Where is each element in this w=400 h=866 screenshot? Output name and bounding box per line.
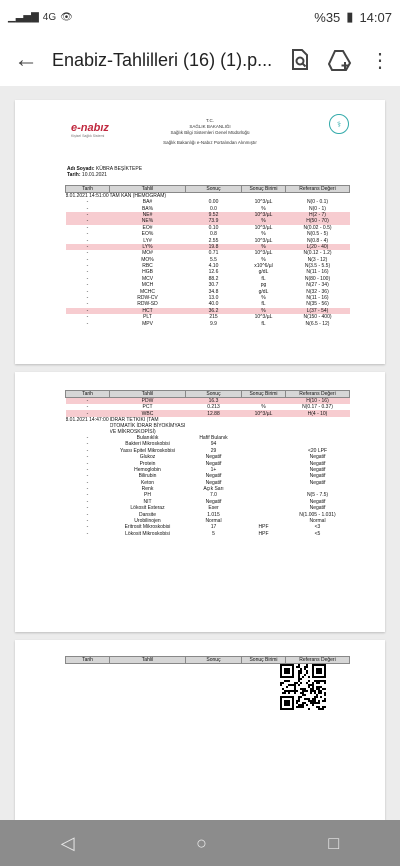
cell-test: EO% [141, 231, 154, 238]
cell-reference: N(11 - 16) [306, 295, 329, 302]
signal-label: 4G [42, 11, 57, 23]
col-test: Tahlil [110, 391, 186, 398]
cell-result: 17 [210, 524, 217, 531]
cell-unit: % [261, 256, 266, 263]
cell-unit: g/dL [258, 288, 269, 295]
table-header-row [66, 657, 350, 664]
ministry-seal-icon: ⚕ [329, 114, 349, 134]
cell-date: - [86, 518, 89, 525]
cell-test: RDW-SD [137, 301, 158, 308]
cell-result: Negatif [205, 473, 222, 480]
cell-reference: N(0.8 - 4) [306, 237, 329, 244]
cell-result: 12.88 [186, 410, 242, 416]
cell-date: - [66, 218, 110, 224]
cell-date: - [66, 212, 110, 218]
cell-unit: fL [261, 301, 266, 308]
cell-reference: Negatif [309, 454, 326, 461]
cell-date: - [86, 498, 89, 505]
cell-reference: N(3.5 - 5.5) [304, 263, 331, 270]
enabiz-logo [71, 122, 109, 138]
col-date: Tarih [66, 391, 110, 398]
cell-test: Lökosit Esteraz [130, 505, 165, 512]
ministry-line-1: T.C. [205, 118, 214, 123]
cell-test: Ürobilinojen [134, 518, 161, 525]
cell-result: Eser [208, 505, 219, 512]
battery-icon: ▮ [346, 9, 354, 24]
cell-reference: N(0 - 1) [309, 205, 326, 212]
cell-reference: H(50 - 70) [286, 218, 350, 224]
cell-reference: Negatif [309, 479, 326, 486]
battery-level: %35 [314, 9, 341, 25]
col-unit: Sonuç Birimi [242, 657, 286, 664]
cell-date: - [86, 256, 89, 263]
cell-date: - [86, 447, 89, 454]
cell-result: 16.3 [186, 398, 242, 405]
table-row [66, 531, 350, 537]
ministry-line-3: Sağlık Bilgi Sistemleri Genel Müdürlüğü [170, 130, 250, 135]
status-left [8, 12, 73, 23]
logo-subtext: Kişisel Sağlık Sistemi [71, 134, 105, 138]
cell-result: 29 [210, 447, 217, 454]
patient-info [67, 166, 142, 178]
cell-date: - [66, 308, 110, 314]
cell-date: - [86, 505, 89, 512]
cell-date: - [86, 320, 89, 327]
back-arrow-icon[interactable]: ← [14, 46, 38, 73]
cell-test: MCV [141, 275, 154, 282]
cell-test: WBC [110, 410, 186, 416]
pdf-page-1 [15, 100, 385, 364]
cell-unit: % [242, 308, 286, 314]
nav-back-icon[interactable]: ◁ [60, 832, 75, 853]
cell-reference: N(150 - 400) [303, 314, 332, 321]
patient-name: KÜBRA BEŞİKTEPE [95, 166, 143, 172]
status-bar [0, 0, 400, 34]
cell-result: 5 [212, 530, 215, 537]
cell-test: Bakteri Mikroskobisi [125, 441, 170, 448]
cell-unit: fL [261, 320, 266, 327]
cell-test: Bilirubin [138, 473, 157, 480]
table-header-row [66, 391, 350, 398]
cell-date: - [66, 244, 110, 250]
cell-reference: N(11 - 16) [306, 269, 329, 276]
cell-test: MCH [141, 282, 154, 289]
cell-reference: N(5 - 7.5) [306, 492, 329, 499]
cell-test: PCT [142, 404, 153, 411]
cell-result: Negatif [205, 479, 222, 486]
col-test: Tahlil [110, 186, 186, 193]
cell-reference: N(1.005 - 1.031) [299, 511, 336, 518]
cell-reference: Negatif [309, 466, 326, 473]
cell-date: - [66, 398, 110, 405]
search-doc-icon[interactable] [280, 34, 320, 86]
logo-text: e-nabız [71, 122, 109, 134]
cell-unit: 10^3/µL [254, 237, 273, 244]
cell-test: MCHC [140, 288, 155, 295]
table-header-row [66, 186, 350, 193]
cell-unit: x10^6/µl [254, 263, 273, 270]
cell-date: - [86, 441, 89, 448]
cell-date: - [86, 454, 89, 461]
system-nav-bar [0, 820, 400, 866]
cell-result: 40.0 [208, 301, 219, 308]
cell-test: Protein [139, 460, 156, 467]
cell-test: PDW [110, 398, 186, 405]
table-row [66, 320, 350, 326]
cell-result: 7.0 [210, 492, 217, 499]
cell-result: 2.55 [208, 237, 219, 244]
cell-date: - [86, 205, 89, 212]
cell-result: Negatif [205, 460, 222, 467]
cell-test: Keton [140, 479, 155, 486]
cell-unit: % [261, 231, 266, 238]
cell-date: - [86, 199, 89, 206]
cell-date: - [86, 314, 89, 321]
col-reference: Referans Değeri [286, 657, 350, 664]
report-header [65, 112, 355, 162]
cell-test: RBC [142, 263, 153, 270]
signal-icon: ▁▃▅▇ [8, 11, 39, 23]
cell-unit: % [261, 205, 266, 212]
col-test: Tahlil [110, 657, 186, 664]
add-to-drive-icon[interactable] [320, 34, 360, 86]
col-result: Sonuç [186, 657, 242, 664]
cell-test: NE% [110, 218, 186, 224]
cell-unit: % [261, 295, 266, 302]
cell-reference: N(0 - 0.1) [306, 199, 329, 206]
cell-result: Negatif [205, 498, 222, 505]
cell-result: 88.2 [208, 275, 219, 282]
pdf-viewer[interactable] [0, 86, 400, 820]
cell-test: Eritrosit Mikroskobisi [124, 524, 171, 531]
cell-unit: 10^3/µL [254, 224, 273, 231]
cell-test: TAM KAN (HEMOGRAM) [109, 193, 167, 199]
cell-reference: <20 LPF [307, 447, 328, 454]
col-result: Sonuç [186, 186, 242, 193]
nav-recents-icon[interactable]: □ [328, 832, 340, 853]
cell-test: Yassı Epitel Mikroskobisi [120, 447, 175, 454]
cell-reference: <3 [314, 524, 321, 531]
cell-reference: <5 [314, 530, 321, 537]
cell-date: - [86, 231, 89, 238]
cell-test: LY% [110, 244, 186, 250]
cell-test: Lökosit Mikroskobisi [125, 530, 170, 537]
cell-date: - [86, 530, 89, 537]
cell-test: Hemoglobin [134, 466, 161, 473]
cell-reference: N(27 - 34) [306, 282, 329, 289]
ministry-line-2: SAĞLIK BAKANLIĞI [189, 124, 231, 129]
cell-result: 0.10 [208, 224, 219, 231]
pdf-page-3 [15, 640, 385, 820]
cell-test: NIT [143, 498, 152, 505]
patient-label: Adı Soyadı: [67, 166, 95, 172]
cell-date: 8.01.2021 14:47:00 [65, 416, 109, 423]
cell-date: - [86, 282, 89, 289]
cell-result: Açık Sarı [203, 486, 224, 493]
cell-date: - [86, 466, 89, 473]
cell-date: - [86, 479, 89, 486]
cell-reference: H(2 - 7) [286, 212, 350, 218]
cell-date: - [86, 224, 89, 231]
col-unit: Sonuç Birimi [242, 186, 286, 193]
cell-test: NE# [110, 212, 186, 218]
table-row [66, 417, 350, 435]
cell-reference: N(80 - 100) [304, 275, 331, 282]
urine-table [65, 390, 350, 537]
col-unit: Sonuç Birimi [242, 391, 286, 398]
cell-unit: HPF [258, 530, 269, 537]
cell-date: - [86, 237, 89, 244]
clock: 14:07 [359, 9, 392, 25]
cell-date: - [86, 460, 89, 467]
col-reference: Referans Değeri [286, 186, 350, 193]
cell-test: MO% [141, 256, 154, 263]
hemogram-table [65, 185, 350, 327]
cell-test: LY# [143, 237, 152, 244]
nav-home-icon[interactable]: ○ [196, 832, 207, 853]
cell-unit: 10^3/µL [242, 212, 286, 218]
cell-result: 0.8 [210, 231, 217, 238]
cell-test: BA# [142, 199, 153, 206]
cell-reference: N(0.12 - 1.2) [303, 250, 332, 257]
cell-result: 0.71 [208, 250, 219, 257]
col-date: Tarih [66, 186, 110, 193]
cell-reference: H(4 - 10) [286, 410, 350, 416]
cell-reference: N(3 - 12) [307, 256, 328, 263]
cell-date: - [86, 250, 89, 257]
cell-reference: Negatif [309, 473, 326, 480]
col-result: Sonuç [186, 391, 242, 398]
cell-date: 8.01.2021 14:51:00 [65, 193, 109, 199]
report-date: 10.01.2021 [81, 172, 107, 178]
date-label: Tarih: [67, 172, 81, 178]
cell-result: 34.8 [208, 288, 219, 295]
cell-test: EO# [142, 224, 153, 231]
cell-date: - [86, 511, 89, 518]
cell-result: 0.213 [207, 404, 220, 411]
cell-reference: L(37 - 54) [286, 308, 350, 314]
cell-reference: N(0.5 - 5) [306, 231, 329, 238]
cell-reference: Negatif [309, 498, 326, 505]
cell-result: Hafif Bulanık [199, 434, 228, 441]
pdf-page-2 [15, 372, 385, 632]
app-bar [0, 34, 400, 86]
cell-test: PH [144, 492, 151, 499]
cell-test: MO# [142, 250, 153, 257]
cell-reference: N(32 - 36) [306, 288, 329, 295]
cell-result: 215 [209, 314, 218, 321]
document-title: Enabiz-Tahlilleri (16) (1).p... [52, 49, 273, 70]
cell-test: Glukoz [139, 454, 156, 461]
cell-date: - [86, 263, 89, 270]
cell-date: - [86, 275, 89, 282]
cell-result: 0.0 [210, 205, 217, 212]
cell-unit: HPF [258, 524, 269, 531]
cell-date: - [86, 434, 89, 441]
cell-result: 5.5 [210, 256, 217, 263]
cell-result: 36.2 [186, 308, 242, 314]
cell-date: - [86, 301, 89, 308]
more-options-icon[interactable]: ⋮ [370, 49, 390, 72]
cell-unit: pg [260, 282, 267, 289]
cell-unit: 10^3/µL [254, 250, 273, 257]
cell-result: 94 [210, 441, 217, 448]
cell-reference: Negatif [309, 460, 326, 467]
cell-result: 0.00 [208, 199, 219, 206]
cell-result: 1.015 [207, 511, 220, 518]
cell-test: BA% [141, 205, 154, 212]
col-date: Tarih [66, 657, 110, 664]
cell-result: 4.10 [208, 263, 219, 270]
cell-result [186, 417, 242, 435]
cell-result: 9.9 [210, 320, 217, 327]
portal-line: Sağlık Bakanlığı e-Nabız Portalından Alınmıştır [163, 140, 257, 145]
cell-test: Renk [141, 486, 154, 493]
cell-result: 19.8 [186, 244, 242, 250]
cell-unit: 10^3/µL [254, 199, 273, 206]
cell-result: Normal [205, 518, 222, 525]
ministry-header [155, 118, 265, 146]
empty-table [65, 656, 350, 664]
cell-result: 1+ [210, 466, 217, 473]
cell-date: - [86, 486, 89, 493]
cell-date: - [86, 295, 89, 302]
cell-test: PLT [143, 314, 152, 321]
cell-unit: % [242, 244, 286, 250]
cell-result: 13.0 [208, 295, 219, 302]
status-right [314, 9, 392, 25]
cell-unit: g/dL [258, 269, 269, 276]
cell-date: - [86, 404, 89, 411]
cell-test: RDW-CV [137, 295, 158, 302]
cell-date: - [86, 269, 89, 276]
cell-unit: 10^3/µL [254, 314, 273, 321]
cell-result: 73.9 [186, 218, 242, 224]
cell-unit: 10^3/µL [242, 410, 286, 416]
cell-date: - [86, 288, 89, 295]
cell-test: Dansite [139, 511, 156, 518]
cell-reference: Negatif [309, 505, 326, 512]
cell-test: MPV [142, 320, 153, 327]
cell-reference: N(0.02 - 0.5) [303, 224, 332, 231]
cell-unit: fL [261, 275, 266, 282]
cell-date: - [86, 473, 89, 480]
cell-date: - [86, 524, 89, 531]
col-reference: Referans Değeri [286, 391, 350, 398]
cell-test: HGB [142, 269, 153, 276]
cell-reference: Normal [309, 518, 326, 525]
cell-test: İDRAR TETKİKİ (TAM OTOMATİK İDRAR BİYOKİMYASI VE MİKROSKOPİSİ) [109, 416, 186, 435]
cell-result: 9.52 [186, 212, 242, 218]
cell-reference: L(20 - 40) [286, 244, 350, 250]
cell-reference: N(6.5 - 12) [305, 320, 330, 327]
cell-date: - [66, 410, 110, 416]
cell-unit: % [261, 404, 266, 411]
cell-result: 12.6 [208, 269, 219, 276]
cell-date: - [86, 492, 89, 499]
eye-icon: 👁 [60, 11, 73, 23]
cell-unit [242, 417, 286, 435]
cell-test: HCT [110, 308, 186, 314]
cell-reference: N(0.17 - 0.37) [302, 404, 333, 411]
cell-result: Negatif [205, 454, 222, 461]
cell-reference: H(10 - 16) [286, 398, 350, 405]
cell-unit: % [242, 218, 286, 224]
cell-reference [286, 417, 350, 435]
cell-reference: N(35 - 56) [306, 301, 329, 308]
qr-code-icon [280, 664, 326, 710]
cell-result: 30.7 [208, 282, 219, 289]
cell-test: Bulanıklık [136, 434, 159, 441]
